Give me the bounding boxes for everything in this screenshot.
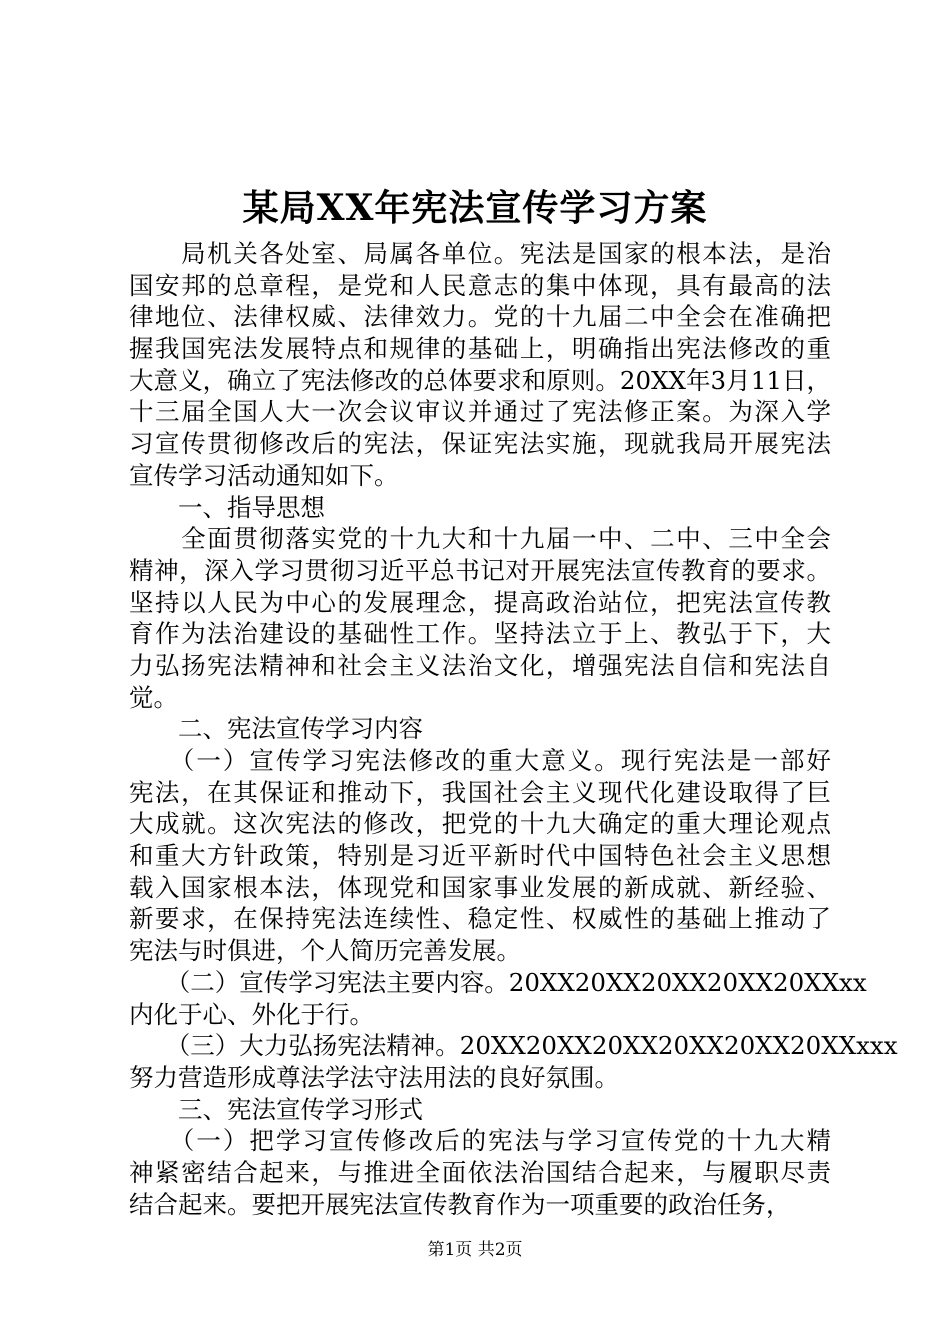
body-line: 和重大方针政策，特别是习近平新时代中国特色社会主义思想 [129,841,831,871]
document-body [129,238,898,1220]
page-footer: 第1页 共2页 [427,1240,523,1260]
body-line: 宪法与时俱进，个人简历完善发展。 [129,936,521,966]
section-heading: 三、宪法宣传学习形式 [129,1094,423,1124]
document-title: 某局XX年宪法宣传学习方案 [242,187,708,229]
body-line: 力弘扬宪法精神和社会主义法治文化，增强宪法自信和宪法自 [129,650,831,680]
body-line: 坚持以人民为中心的发展理念，提高政治站位，把宪法宣传教 [129,587,831,617]
body-line: 习宣传贯彻修改后的宪法，保证宪法实施，现就我局开展宪法 [129,429,831,459]
body-line: 结合起来。要把开展宪法宣传教育作为一项重要的政治任务， [129,1189,791,1219]
body-line: （二）宣传学习宪法主要内容。20XX20XX20XX20XX20XXxx [129,967,867,997]
body-line: 努力营造形成尊法学法守法用法的良好氛围。 [129,1062,619,1092]
body-line: 新要求，在保持宪法连续性、稳定性、权威性的基础上推动了 [129,904,831,934]
body-line: 载入国家根本法，体现党和国家事业发展的新成就、新经验、 [129,872,831,902]
body-line: 国安邦的总章程，是党和人民意志的集中体现，具有最高的法 [129,270,831,300]
body-line: 觉。 [129,682,178,712]
body-line: 十三届全国人大一次会议审议并通过了宪法修正案。为深入学 [129,397,831,427]
body-line: （一）宣传学习宪法修改的重大意义。现行宪法是一部好 [129,746,831,775]
body-line: （三）大力弘扬宪法精神。20XX20XX20XX20XX20XX20XXxxx [129,1031,898,1061]
body-line: 局机关各处室、局属各单位。宪法是国家的根本法，是治 [129,239,831,268]
body-line: 宪法，在其保证和推动下，我国社会主义现代化建设取得了巨 [129,777,831,807]
body-line: 大意义，确立了宪法修改的总体要求和原则。20XX年3月11日， [129,365,831,395]
body-line: 全面贯彻落实党的十九大和十九届一中、二中、三中全会 [129,524,831,554]
body-line: 握我国宪法发展特点和规律的基础上，明确指出宪法修改的重 [129,334,831,364]
body-line: 内化于心、外化于行。 [129,999,374,1029]
body-line: 律地位、法律权威、法律效力。党的十九届二中全会在准确把 [129,302,831,332]
body-line: 精神，深入学习贯彻习近平总书记对开展宪法宣传教育的要求。 [129,555,831,585]
body-line: 大成就。这次宪法的修改，把党的十九大确定的重大理论观点 [129,809,831,839]
body-line: （一）把学习宣传修改后的宪法与学习宣传党的十九大精 [129,1126,831,1156]
body-line: 育作为法治建设的基础性工作。坚持法立于上、教弘于下，大 [129,619,831,649]
section-heading: 一、指导思想 [129,492,325,522]
body-line: 神紧密结合起来，与推进全面依法治国结合起来，与履职尽责 [129,1157,831,1187]
section-heading: 二、宪法宣传学习内容 [129,714,423,744]
body-line: 宣传学习活动通知如下。 [129,460,399,490]
